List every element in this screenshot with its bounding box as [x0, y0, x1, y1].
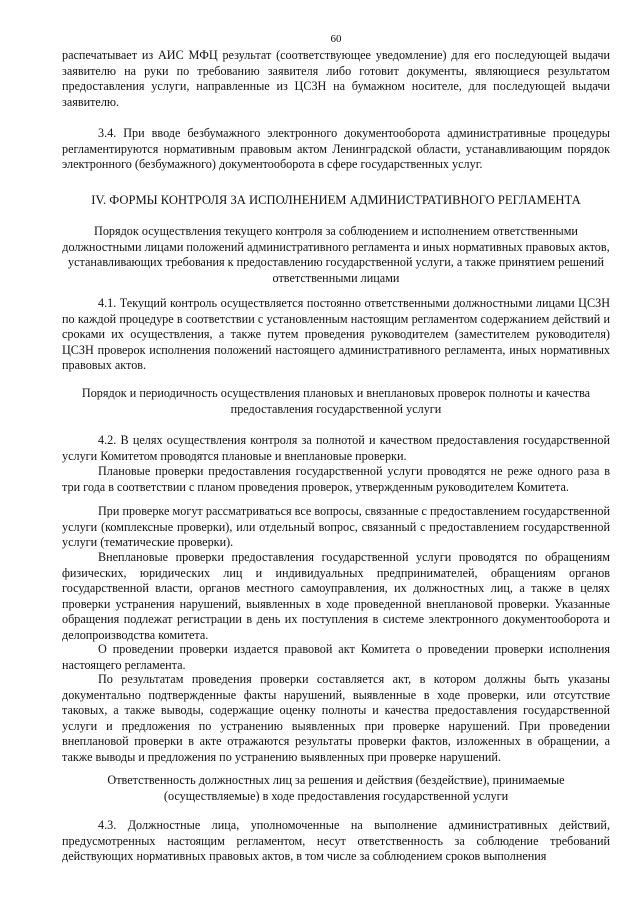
- paragraph-planned-inspections: Плановые проверки предоставления государственной услуги проводятся не реже одного раза в три года в соответствии с планом проведения проверок, утвержденным руководителем Комитета.: [62, 464, 610, 494]
- section-heading-iv: IV. ФОРМЫ КОНТРОЛЯ ЗА ИСПОЛНЕНИЕМ АДМИНИСТРАТИВНОГО РЕГЛАМЕНТА: [91, 193, 581, 207]
- subheading-responsibility: Ответственность должностных лиц за решения и действия (бездействие), принимаемые (осуществляемые) в ходе предоставления государственной услуги: [107, 773, 565, 803]
- page-number: 60: [330, 33, 342, 45]
- subheading-current-control: Порядок осуществления текущего контроля за соблюдением и исполнением ответственными должностными лицами положений административного регламента и иных нормативных правовых актов, устанавливающих требования к предоставлению государственной услуги, а также принятием решений ответственными лицами: [62, 224, 610, 285]
- paragraph-4-2: 4.2. В целях осуществления контроля за полнотой и качеством предоставления государственной услуги Комитетом проводятся плановые и внеплановые проверки.: [62, 433, 610, 463]
- paragraph-3-3-continuation: распечатывает из АИС МФЦ результат (соответствующее уведомление) для его последующей выдачи заявителю на руки по требованию заявителя либо готовит документы, являющиеся результатом предоставления услуги, направленные из ЦСЗН на бумажном носителе, для последующей выдачи заявителю.: [62, 48, 610, 109]
- paragraph-4-3: 4.3. Должностные лица, уполномоченные на выполнение административных действий, предусмотренных настоящим регламентом, несут ответственность за соблюдение требований действующих нормативных правовых актов, в том числе за соблюдением сроков выполнения: [62, 818, 610, 863]
- subheading-inspections: Порядок и периодичность осуществления плановых и внеплановых проверок полноты и качества предоставления государственной услуги: [81, 386, 591, 416]
- paragraph-inspection-scope: При проверке могут рассматриваться все вопросы, связанные с предоставлением государственной услуги (комплексные проверки), или отдельный вопрос, связанный с предоставлением государственной услуги (тематические проверки).: [62, 504, 610, 549]
- paragraph-3-4: 3.4. При вводе безбумажного электронного документооборота административные процедуры регламентируются нормативным правовым актом Ленинградской области, устанавливающим порядок электронного (безбумажного) документооборота в сфере государственных услуг.: [62, 126, 610, 171]
- paragraph-unplanned-inspections: Внеплановые проверки предоставления государственной услуги проводятся по обращениям физических, юридических лиц и индивидуальных предпринимателей, обращениям органов государственной власти, органов местного самоуправления, их должностных лиц, а также в целях проверки устранения нарушений, выявленных в ходе проведенной внеплановой проверки. Указанные обращения подлежат регистрации в день их поступления в системе электронного документооборота и делопроизводства комитета.: [62, 550, 610, 642]
- paragraph-inspection-order: О проведении проверки издается правовой акт Комитета о проведении проверки исполнения настоящего регламента.: [62, 642, 610, 672]
- paragraph-4-1: 4.1. Текущий контроль осуществляется постоянно ответственными должностными лицами ЦСЗН по каждой процедуре в соответствии с установленным настоящим регламентом содержанием действий и сроками их осуществления, а также путем проведения руководителем (заместителем руководителя) ЦСЗН проверок исполнения положений настоящего административного регламента, иных нормативных правовых актов.: [62, 296, 610, 372]
- paragraph-inspection-results: По результатам проведения проверки составляется акт, в котором должны быть указаны документально подтвержденные факты нарушений, выявленные в ходе проверки, или отсутствие таковых, а также выводы, содержащие оценку полноты и качества предоставления государственной услуги и предложения по устранению выявленных при проверке нарушений. При проведении внеплановой проверки в акте отражаются результаты проверки фактов, изложенных в обращении, а также выводы и предложения по устранению выявленных при проверке нарушений.: [62, 672, 610, 764]
